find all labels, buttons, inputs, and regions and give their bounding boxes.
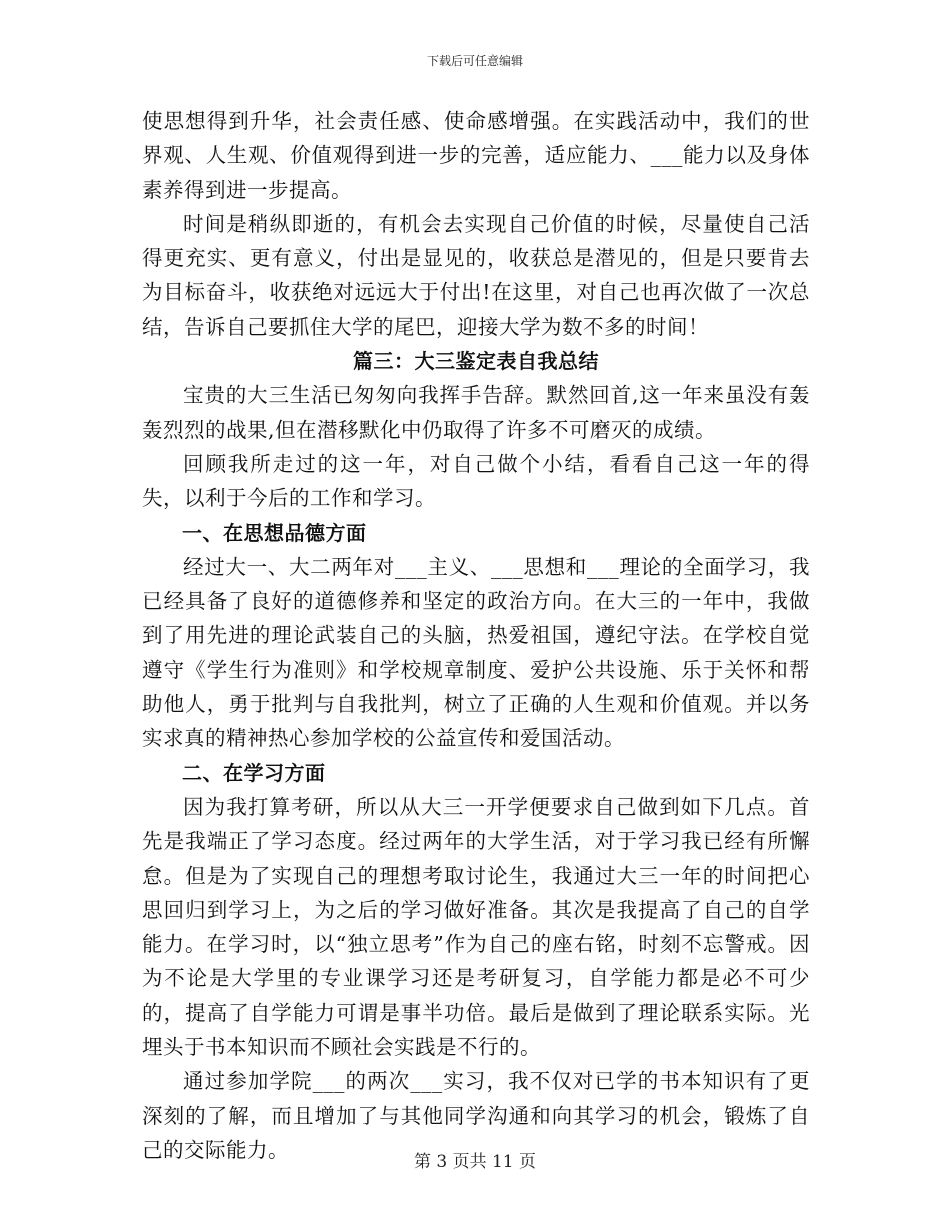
page-header: 下载后可任意编辑: [426, 54, 523, 68]
sub-heading: 二、在学习方面: [182, 760, 326, 785]
paragraph: 使思想得到升华，社会责任感、使命感增强。在实践活动中，我们的世界观、人生观、价值观得到进一步的完善，适应能力、___能力以及身体素养得到进一步提高。: [142, 109, 810, 202]
paragraph: 宝贵的大三生活已匆匆向我挥手告辞。默然回首,这一年来虽没有轰轰烈烈的战果,但在潜移默化中仍取得了许多不可磨灭的成绩。: [142, 383, 810, 442]
paragraph: 因为我打算考研，所以从大三一开学便要求自己做到如下几点。首先是我端正了学习态度。经过两年的大学生活，对于学习我已经有所懈怠。但是为了实现自己的理想考取讨论生，我通过大三一年的时间把心思回归到学习上，为之后的学习做好准备。其次是我提高了自己的自学能力。在学习时，以“独立思考”作为自己的座右铭，时刻不忘警戒。因为不论是大学里的专业课学习还是考研复习，自学能力都是必不可少的，提高了自学能力可谓是事半功倍。最后是做到了理论联系实际。光埋头于书本知识而不顾社会实践是不行的。: [142, 794, 810, 1060]
document-body: [142, 104, 810, 1167]
sub-heading: 一、在思想品德方面: [182, 520, 367, 545]
page-number-footer: 第 3 页共 11 页: [413, 1152, 537, 1172]
paragraph: 回顾我所走过的这一年，对自己做个小结，看看自己这一年的得失，以利于今后的工作和学习。: [142, 451, 810, 511]
paragraph: 通过参加学院___的两次___实习，我不仅对已学的书本知识有了更深刻的了解，而且增加了与其他同学沟通和向其学习的机会，锻炼了自己的交际能力。: [142, 1069, 810, 1162]
paragraph: 经过大一、大二两年对___主义、___思想和___理论的全面学习，我已经具备了良好的道德修养和坚定的政治方向。在大三的一年中，我做到了用先进的理论武装自己的头脑，热爱祖国，遵纪守法。在学校自觉遵守《学生行为准则》和学校规章制度、爱护公共设施、乐于关怀和帮助他人，勇于批判与自我批判，树立了正确的人生观和价值观。并以务实求真的精神热心参加学校的公益宣传和爱国活动。: [142, 554, 810, 751]
section-title: 篇三：大三鉴定表自我总结: [353, 349, 599, 374]
paragraph: 时间是稍纵即逝的，有机会去实现自己价值的时候，尽量使自己活得更充实、更有意义，付出是显见的，收获总是潜见的，但是只要肯去为目标奋斗，收获绝对远远大于付出!在这里，对自己也再次做了一次总结，告诉自己要抓住大学的尾巴，迎接大学为数不多的时间！: [142, 211, 810, 339]
